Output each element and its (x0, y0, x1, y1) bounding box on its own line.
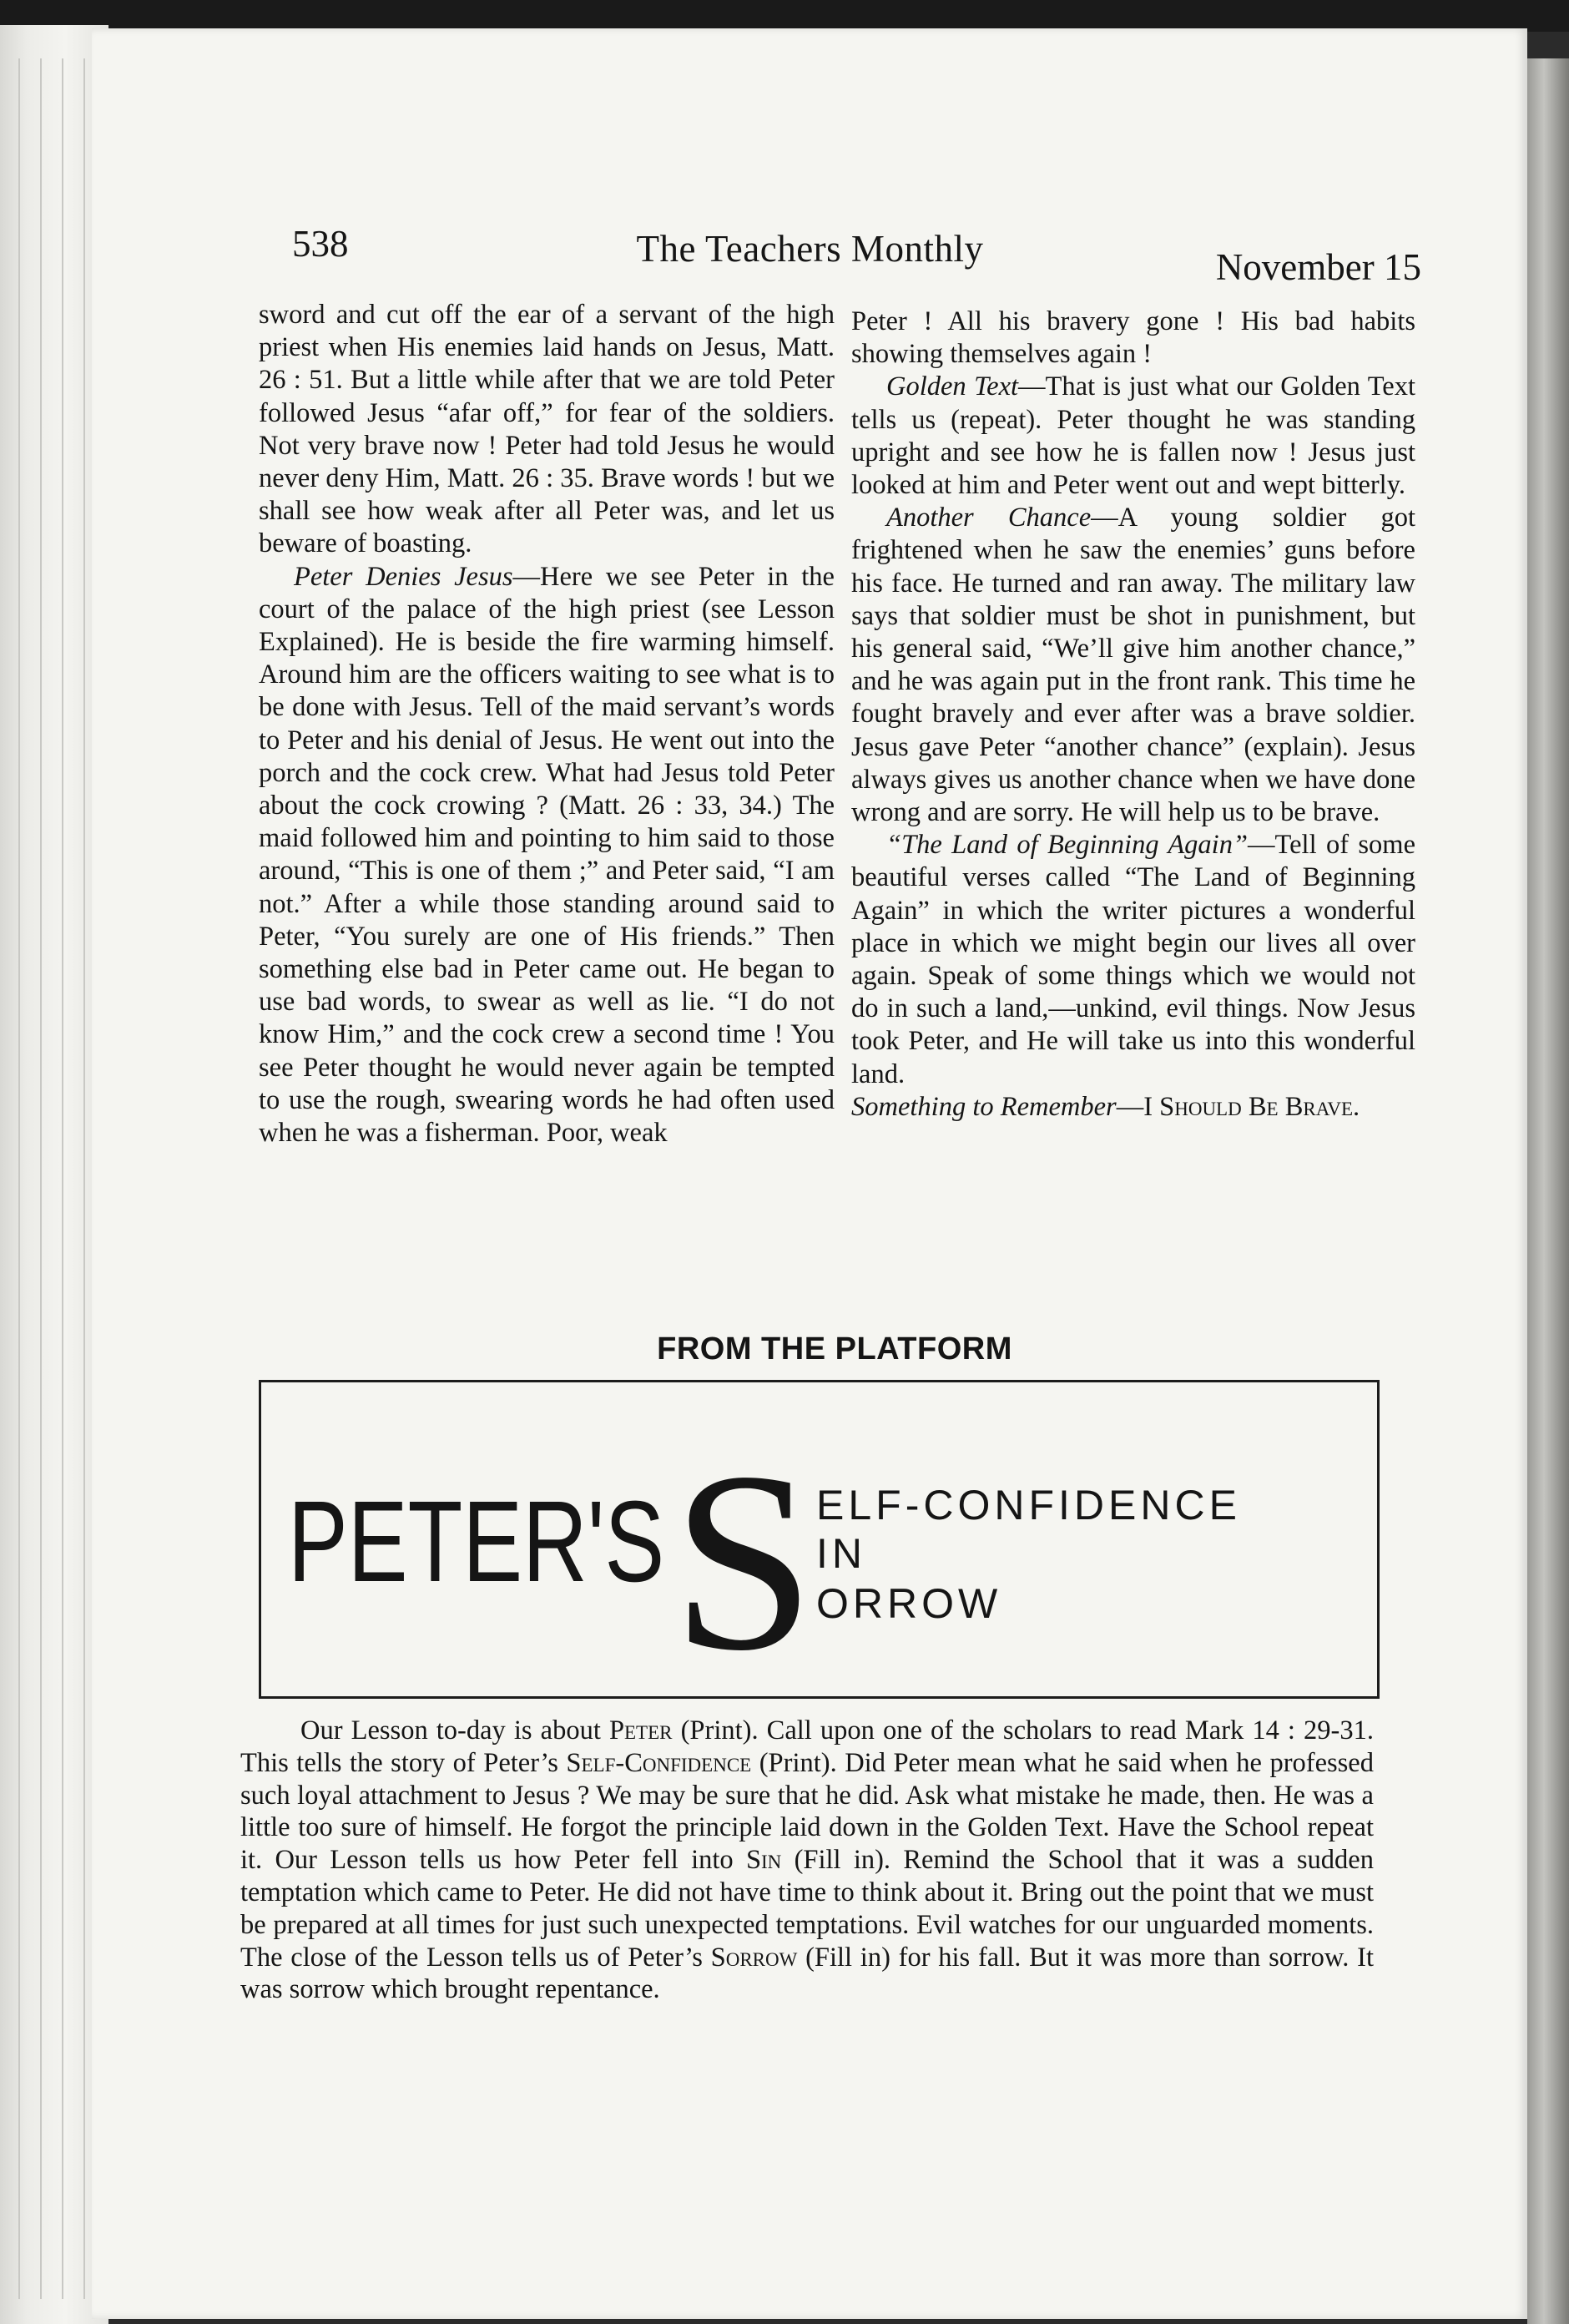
keyword-peter: Peter (608, 1715, 673, 1746)
peter-word: PETER'S (287, 1478, 665, 1607)
paragraph-text: —Tell of some beautiful verses called “The Land of Beginning Again” in which the writer pictures a wonderful place in which we might begin our lives all over again. Speak of some things which we would not do in such a land,—unkind, evil things. Now Jesus took Peter, and He will take us into this wonderful land. (851, 830, 1415, 1089)
keyword-self-confidence: Self-Confidence (566, 1747, 752, 1778)
left-column (259, 299, 835, 1149)
sin-line: IN (816, 1530, 866, 1577)
page-number: 538 (292, 223, 349, 265)
paragraph (259, 561, 835, 1150)
right-column (851, 306, 1415, 1124)
paragraph (240, 1715, 1374, 2006)
sorrow-line: ORROW (816, 1580, 1002, 1627)
paragraph (851, 502, 1415, 829)
text-run: (Fill in). Remind the School that it was a sudden temptation which came to Peter. He did not have time to think about it. Bring out the point that we must be prepared at all times for just such unexpected temptations. Evil watches for our unguarded moments. The close of the Lesson tells us of Peter’s (240, 1845, 1374, 1973)
text-run: Our Lesson to-day is about (300, 1715, 609, 1746)
text-run: (Print). Did Peter mean what he said when he professed such loyal attachment to Jesus ? We may be sure that he did. Ask what mistake he made, then. He was a little too sure of himself. He forgot the principle laid down in the Golden Text. Have the School repeat it. Our Lesson tells us how Peter fell into (240, 1747, 1374, 1876)
section-heading: Peter Denies Jesus (294, 561, 513, 592)
issue-date: November 15 (1215, 246, 1421, 288)
paragraph: Peter ! All his bravery gone ! His bad habits showing themselves again ! (851, 306, 1415, 370)
paragraph (851, 371, 1415, 502)
blackboard-diagram (259, 1380, 1380, 1699)
book-binding-edge (1527, 58, 1569, 2324)
text-run: (Fill in) for his fall. But it was more than sorrow. It was sorrow which brought repentance. (240, 1942, 1375, 2005)
paragraph-text: —Here we see Peter in the court of the palace of the high priest (see Lesson Explained). He is beside the fire warming himself. Around him are the officers waiting to see what is to be done with Jesus. Tell of the maid servant’s words to Peter and his denial of Jesus. He went out into the porch and the cock crew. What had Jesus told Peter about the cock crowing ? (Matt. 26 : 33, 34.) The maid followed him and pointing to him said to those around, “This is one of them ;” and Peter said, “I am not.” After a while those standing around said to Peter, “You surely are one of His friends.” Then something else bad in Peter came out. He began to use bad words, to swear as well as lie. “I do not know Him,” and the cock crew a second time ! You see Peter thought he would never again be tempted to use the rough, swearing words he had often used when he was a fisherman. Poor, weak (259, 561, 835, 1149)
lesson-paragraph (240, 1715, 1374, 2006)
paragraph (851, 829, 1415, 1091)
paragraph: sword and cut off the ear of a servant of the high priest when His enemies laid hands on Jesus, Matt. 26 : 51. But a little while after that we are told Peter followed Jesus “afar off,” for fear of the soldiers. Not very brave now ! Peter had told Jesus he would never deny Him, Matt. 26 : 35. Brave words ! but we shall see how weak after all Peter was, and let us beware of boasting. (259, 300, 835, 559)
paragraph (851, 1091, 1415, 1124)
keyword-sin: Sin (745, 1845, 782, 1876)
section-heading: Golden Text (886, 371, 1019, 402)
page-header (199, 215, 1421, 288)
section-heading: Something to Remember (851, 1091, 1117, 1122)
platform-heading: FROM THE PLATFORM (657, 1331, 1012, 1367)
big-s-letter: S (672, 1419, 815, 1696)
keyword-sorrow: Sorrow (710, 1942, 798, 1973)
running-title: The Teachers Monthly (636, 228, 984, 270)
dash: — (1116, 1091, 1144, 1122)
diagram-svg (261, 1382, 1377, 1696)
text-run: (Print). Call upon one of the scholars to read Mark 14 : 29-31. This tells the story of Peter’s (240, 1715, 1374, 1778)
self-confidence-line: ELF-CONFIDENCE (816, 1482, 1241, 1528)
remember-text: I Should Be Brave. (1143, 1091, 1360, 1122)
paragraph-text: —A young soldier got frightened when he saw the enemies’ guns before his face. He turned and ran away. The military law says that soldier must be shot in punishment, but his general said, “We’ll give him another chance,” and he was again put in the front rank. This time he fought bravely and ever after was a brave soldier. Jesus gave Peter “another chance” (explain). Jesus always gives us another chance when we have done wrong and are sorry. He will help us to be brave. (851, 503, 1415, 828)
scan-top-border (0, 0, 1569, 32)
section-heading: “The Land of Beginning Again” (886, 830, 1249, 861)
paragraph-text: —That is just what our Golden Text tells us (repeat). Peter thought he was standing upright and see how he is fallen now ! Jesus just looked at him and Peter went out and wept bitterly. (851, 371, 1415, 501)
section-heading: Another Chance (886, 503, 1092, 533)
